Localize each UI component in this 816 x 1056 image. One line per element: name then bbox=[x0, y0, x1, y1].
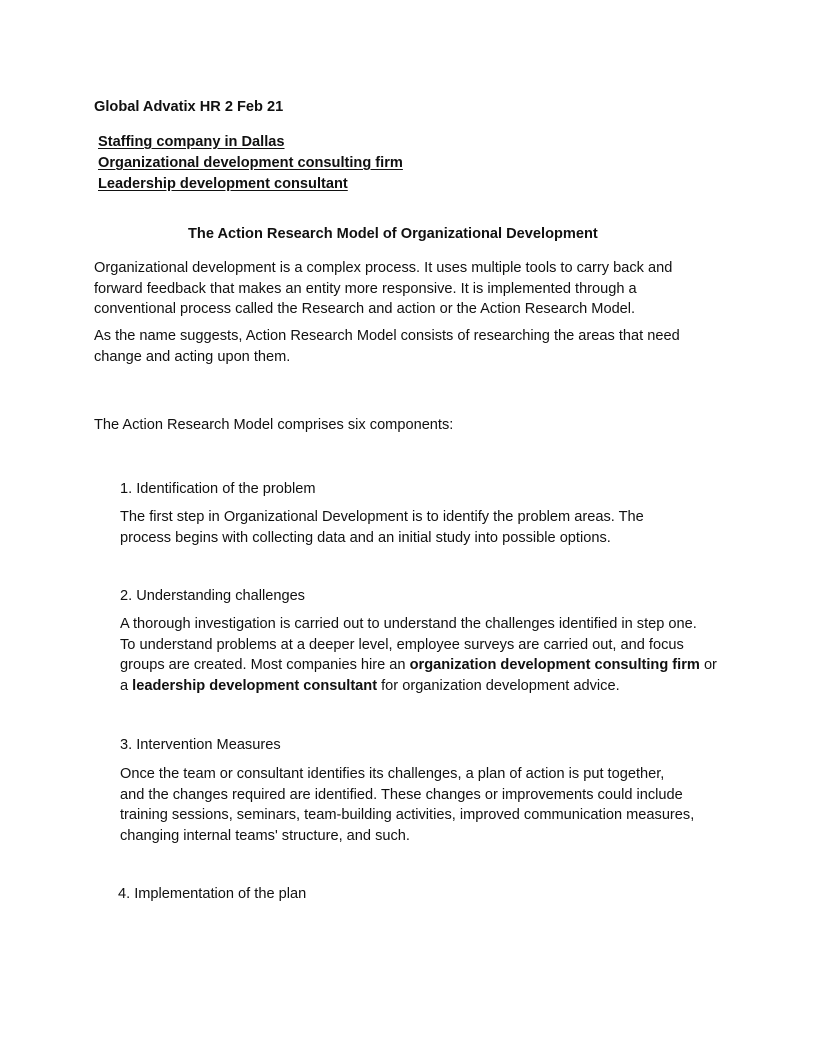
text-line: A thorough investigation is carried out to understand the challenges identified in step one. bbox=[120, 616, 697, 632]
text-line bbox=[120, 676, 717, 697]
text-line: conventional process called the Research and action or the Action Research Model. bbox=[94, 301, 636, 318]
components-line: The Action Research Model comprises six components: bbox=[94, 417, 454, 433]
text-span: a bbox=[120, 677, 133, 694]
link-staffing-company[interactable]: Staffing company in Dallas bbox=[98, 134, 285, 150]
text-span: for organization development advice. bbox=[377, 677, 620, 694]
text-line: Once the team or consultant identifies its challenges, a plan of action is put together, bbox=[120, 766, 665, 782]
intro-paragraph-2 bbox=[94, 326, 680, 367]
header-title: Global Advatix HR 2 Feb 21 bbox=[94, 99, 284, 115]
step-3-title: 3. Intervention Measures bbox=[120, 737, 281, 753]
text-line: Organizational development is a complex process. It uses multiple tools to carry back and bbox=[94, 260, 673, 276]
step-4-title: 4. Implementation of the plan bbox=[118, 886, 307, 902]
text-span: groups are created. Most companies hire an bbox=[120, 657, 410, 674]
section-heading: The Action Research Model of Organizational Development bbox=[188, 226, 598, 242]
text-line: The first step in Organizational Development is to identify the problem areas. The bbox=[120, 509, 644, 525]
step-2-body bbox=[120, 614, 717, 696]
keyword-leadership-consultant: leadership development consultant bbox=[132, 677, 378, 694]
text-line: and the changes required are identified. These changes or improvements could include bbox=[120, 786, 683, 803]
step-3-body bbox=[120, 764, 694, 846]
text-line: process begins with collecting data and an initial study into possible options. bbox=[120, 529, 611, 546]
text-line: As the name suggests, Action Research Model consists of researching the areas that need bbox=[94, 328, 680, 344]
text-line: training sessions, seminars, team-building activities, improved communication measures, bbox=[120, 807, 695, 824]
step-1-body bbox=[120, 507, 644, 548]
text-span: or bbox=[699, 657, 717, 674]
text-line: changing internal teams' structure, and such. bbox=[120, 827, 410, 844]
text-line: forward feedback that makes an entity more responsive. It is implemented through a bbox=[94, 280, 637, 297]
link-leadership-consultant[interactable]: Leadership development consultant bbox=[98, 176, 348, 192]
link-od-consulting-firm[interactable]: Organizational development consulting firm bbox=[98, 155, 403, 171]
keyword-od-consulting-firm: organization development consulting firm bbox=[409, 657, 700, 674]
text-line: To understand problems at a deeper level, employee surveys are carried out, and focus bbox=[120, 636, 684, 653]
step-1-title: 1. Identification of the problem bbox=[120, 481, 316, 497]
intro-paragraph-1 bbox=[94, 258, 672, 320]
text-line: change and acting upon them. bbox=[94, 348, 291, 365]
text-line bbox=[120, 655, 717, 676]
step-2-title: 2. Understanding challenges bbox=[120, 588, 305, 604]
